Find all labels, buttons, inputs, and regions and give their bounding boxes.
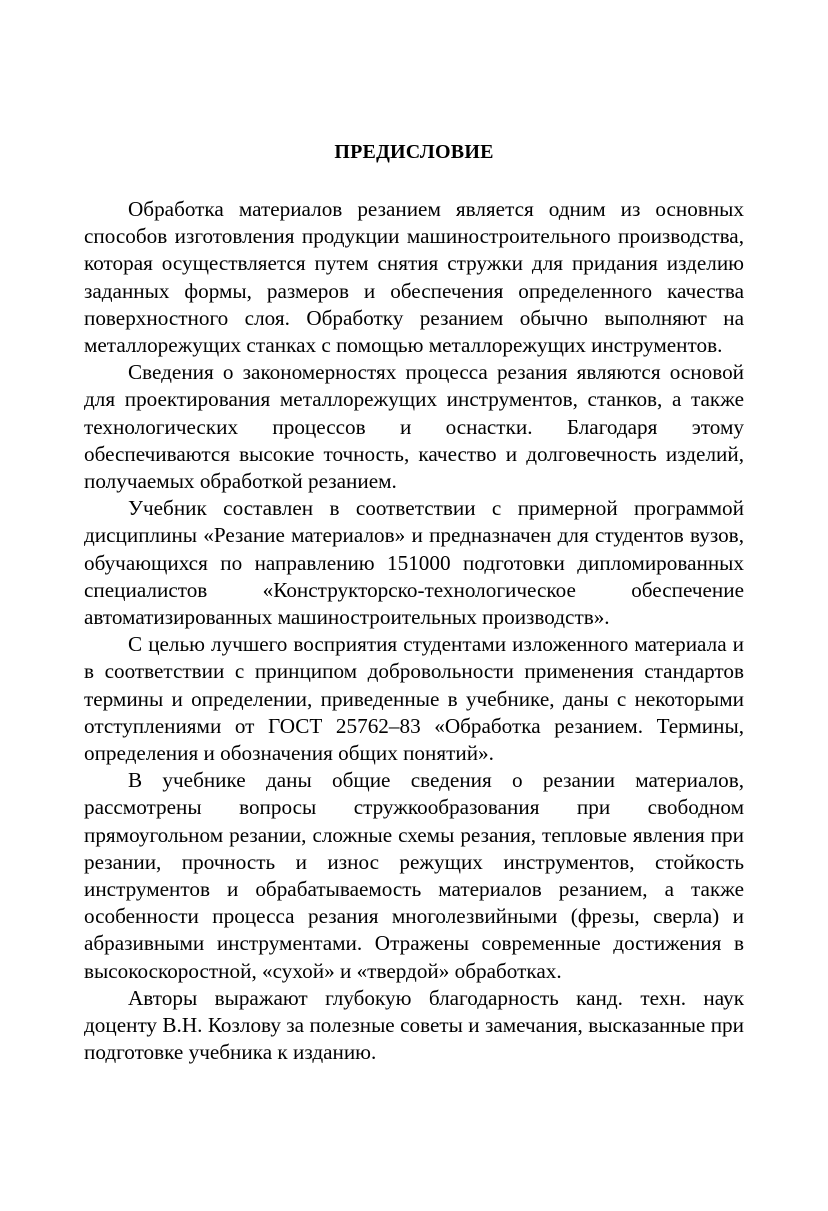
paragraph-3: Учебник составлен в соответствии с примерной программой дисциплины «Резание материалов» и предназначен для студентов вузов, обучающихся по направлению 151000 подготовки дипломированных специалистов «Конструкторско-технологическое обеспечение автоматизированных машиностроительных производств». xyxy=(84,496,744,630)
paragraph-2: Сведения о закономерностях процесса резания являются основой для проектирования металлорежущих инструментов, станков, а также технологических процессов и оснастки. Благодаря этому обеспечиваются высокие точность, качество и долговечность изделий, получаемых обработкой резанием. xyxy=(84,360,744,494)
document-page xyxy=(84,140,744,1067)
paragraph-1: Обработка материалов резанием является одним из основных способов изготовления продукции машиностроительного производства, которая осуществляется путем снятия стружки для придания изделию заданных формы, размеров и обеспечения определенного качества поверхностного слоя. Обработку резанием обычно выполняют на металлорежущих станках с помощью металлорежущих инструментов. xyxy=(84,197,744,358)
page-title: ПРЕДИСЛОВИЕ xyxy=(334,141,494,163)
paragraph-5: В учебнике даны общие сведения о резании материалов, рассмотрены вопросы стружкообразования при свободном прямоугольном резании, сложные схемы резания, тепловые явления при резании, прочность и износ режущих инструментов, стойкость инструментов и обрабатываемость материалов резанием, а также особенности процесса резания многолезвийными (фрезы, сверла) и абразивными инструментами. Отражены современные достижения в высокоскоростной, «сухой» и «твердой» обработках. xyxy=(84,768,744,983)
paragraph-6: Авторы выражают глубокую благодарность канд. техн. наук доценту В.Н. Козлову за полезные советы и замечания, высказанные при подготовке учебника к изданию. xyxy=(84,985,744,1065)
paragraph-4: С целью лучшего восприятия студентами изложенного материала и в соответствии с принципом добровольности применения стандартов термины и определении, приведенные в учебнике, даны с некоторыми отступлениями от ГОСТ 25762–83 «Обработка резанием. Термины, определения и обозначения общих понятий». xyxy=(84,632,744,766)
